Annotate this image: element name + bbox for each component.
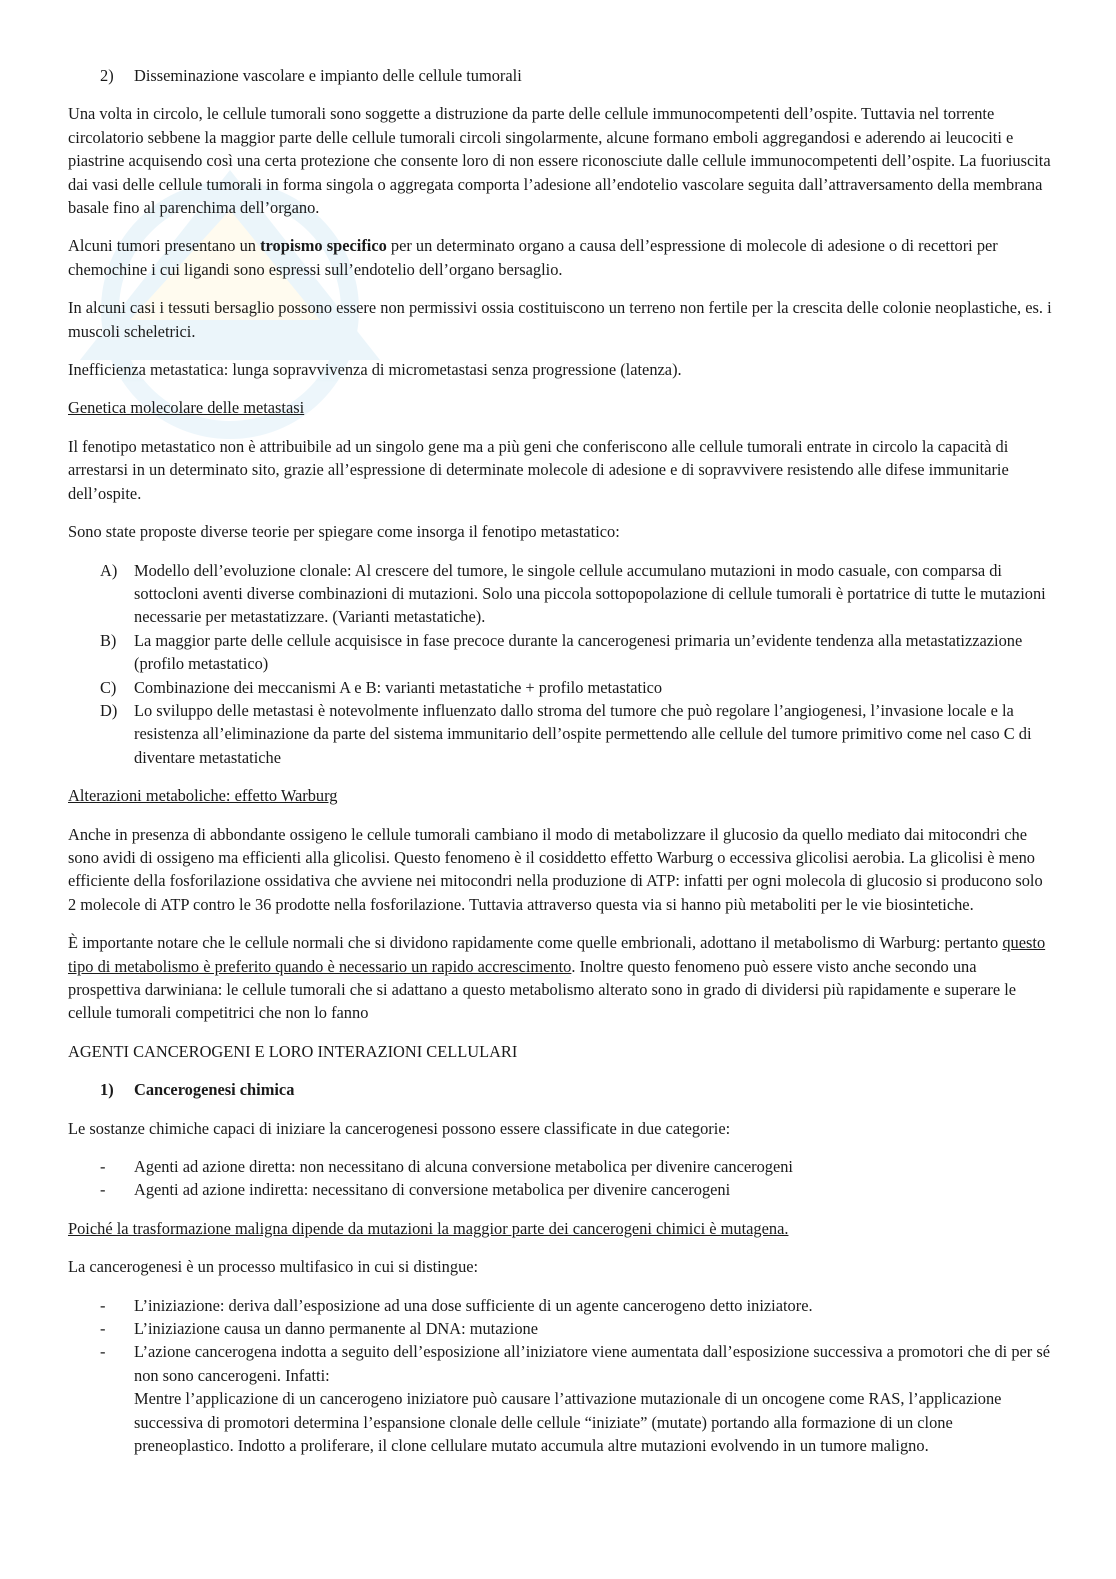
list-marker: - — [100, 1157, 106, 1177]
paragraph-warburg: Anche in presenza di abbondante ossigeno le cellule tumorali cambiano il modo di metabolizzare il glucosio da quello mediato dai mitocondri che sono avidi di ossigeno ma efficienti alla glicolisi. Questo fenomeno è il cosiddetto effetto Warburg o eccessiva glicolisi aerobia. La glicolisi è meno efficiente della fosforilazione ossidativa che avviene nei mitocondri nella produzione di ATP: infatti per ogni molecola di glucosio si producono solo 2 molecole di ATP contro le 36 prodotte nella fosforilazione. Tuttavia attraverso questa via si hanno più metaboliti per le vie biosintetiche. — [68, 824, 1043, 914]
section-heading-2 — [68, 64, 1053, 87]
list-item — [68, 559, 1053, 629]
paragraph-circulation: Una volta in circolo, le cellule tumorali sono soggette a distruzione da parte delle cellule immunocompetenti dell’ospite. Tuttavia nel torrente circolatorio sebbene la maggior parte delle cellule tumorali circoli singolarmente, alcune formano emboli aggregandosi e aderendo ai leucociti e piastrine acquisendo così una certa protezione che consente loro di non essere riconosciute dalle cellule immunocompetenti dell’ospite. La fuoriuscita dai vasi delle cellule tumorali in forma singola o aggregata comporta l’adesione all’endotelio vascolare seguita dall’attraversamento della membrana basale fino al parenchima dell’organo. — [68, 104, 1051, 218]
phases-list — [68, 1294, 1053, 1458]
list-marker: C) — [100, 677, 117, 697]
list-text: Agenti ad azione indiretta: necessitano di conversione metabolica per divenire cancerogeni — [134, 1180, 731, 1200]
text-run: Alcuni tumori presentano un — [68, 236, 261, 256]
list-marker: A) — [100, 560, 118, 580]
list-text: L’iniziazione causa un danno permanente al DNA: mutazione — [134, 1319, 539, 1339]
paragraph-mutagenic: Poiché la trasformazione maligna dipende da mutazioni la maggior parte dei cancerogeni chimici è mutagena. — [68, 1218, 789, 1238]
list-text: Modello dell’evoluzione clonale: Al crescere del tumore, le singole cellule accumulano mutazioni in modo casuale, con comparsa di sottocloni aventi diverse combinazioni di mutazioni. Solo una piccola sottopopolazione di cellule tumorali è portatrice di tutte le mutazioni necessarie per metastatizzare. (Varianti metastatiche). — [134, 560, 1046, 627]
bold-term: tropismo specifico — [260, 236, 387, 256]
paragraph-metastatic-phenotype: Il fenotipo metastatico non è attribuibile ad un singolo gene ma a più geni che conferiscono alle cellule tumorali entrate in circolo la capacità di arrestarsi in un determinato sito, grazie all’espressione di determinate molecole di adesione e di sopravvivere resistendo alle difese immunitarie dell’ospite. — [68, 436, 1009, 503]
list-item — [68, 699, 1053, 769]
document-page — [68, 64, 1053, 1473]
underlined-text: questo tipo di metabolismo è preferito quando è necessario un rapido accrescimento — [68, 933, 1046, 976]
paragraph-warburg-normal-cells — [68, 931, 1053, 1025]
list-marker: - — [100, 1319, 106, 1339]
agents-list — [68, 1155, 1053, 1202]
section-title: Disseminazione vascolare e impianto delle cellule tumorali — [134, 66, 522, 85]
list-item — [68, 1155, 1053, 1178]
list-marker: - — [100, 1342, 106, 1362]
list-marker: - — [100, 1180, 106, 1200]
paragraph-target-tissues: In alcuni casi i tessuti bersaglio possono essere non permissivi ossia costituiscono un terreno non fertile per la crescita delle colonie neoplastiche, es. i muscoli scheletrici. — [68, 298, 1052, 341]
heading-warburg: Alterazioni metaboliche: effetto Warburg — [68, 786, 338, 806]
list-item — [68, 1340, 1053, 1457]
list-text: Lo sviluppo delle metastasi è notevolmente influenzato dallo stroma del tumore che può regolare l’angiogenesi, l’invasione locale e la resistenza all’eliminazione da parte del sistema immunitario dell’ospite permettendo alle cellule del tumore primitivo come nel caso C di diventare metastatiche — [134, 700, 1032, 767]
list-item — [68, 1294, 1053, 1317]
text-run: per un determinato organo a causa dell’espressione di molecole di adesione o di recettori per chemochine i cui ligandi sono espressi sull’endotelio dell’organo bersaglio. — [68, 236, 998, 279]
section-number: 1) — [100, 1080, 114, 1100]
section-heading-1 — [68, 1078, 1053, 1101]
text-run: È importante notare che le cellule normali che si dividono rapidamente come quelle embrionali, adottano il metabolismo di Warburg: pertanto — [68, 933, 1003, 953]
list-item — [68, 1317, 1053, 1340]
list-item — [68, 629, 1053, 676]
list-text: Combinazione dei meccanismi A e B: varianti metastatiche + profilo metastatico — [134, 677, 663, 697]
heading-molecular-genetics: Genetica molecolare delle metastasi — [68, 398, 305, 418]
list-marker: D) — [100, 700, 118, 720]
heading-carcinogenic-agents: AGENTI CANCEROGENI E LORO INTERAZIONI CELLULARI — [68, 1041, 518, 1061]
list-text: Agenti ad azione diretta: non necessitano di alcuna conversione metabolica per divenire cancerogeni — [134, 1157, 793, 1177]
paragraph-theories-intro: Sono state proposte diverse teorie per spiegare come insorga il fenotipo metastatico: — [68, 522, 620, 542]
theories-list — [68, 559, 1053, 770]
list-text: L’iniziazione: deriva dall’esposizione ad una dose sufficiente di un agente cancerogeno detto iniziatore. — [134, 1295, 813, 1315]
section-title: Cancerogenesi chimica — [134, 1080, 295, 1100]
text-run: . Inoltre questo fenomeno può essere visto anche secondo una prospettiva darwiniana: le cellule tumorali che si adattano a questo metabolismo alterato sono in grado di dividersi più rapidamente e superare le cellule tumorali competitrici che non lo fanno — [68, 956, 1017, 1023]
paragraph-chemical-intro: Le sostanze chimiche capaci di iniziare la cancerogenesi possono essere classificate in due categorie: — [68, 1118, 731, 1138]
list-marker: B) — [100, 630, 117, 650]
list-text — [134, 1340, 1053, 1457]
list-marker: - — [100, 1295, 106, 1315]
section-number: 2) — [100, 66, 114, 85]
paragraph-tropism — [68, 234, 1053, 281]
paragraph-inefficiency: Inefficienza metastatica: lunga sopravvivenza di micrometastasi senza progressione (latenza). — [68, 360, 682, 380]
list-text: La maggior parte delle cellule acquisisce in fase precoce durante la cancerogenesi primaria un’evidente tendenza alla metastatizzazione (profilo metastatico) — [134, 630, 1023, 674]
list-text-continuation: Mentre l’applicazione di un cancerogeno iniziatore può causare l’attivazione mutazionale di un oncogene come RAS, l’applicazione successiva di promotori determina l’espansione clonale delle cellule “iniziate” (mutate) portando alla formazione di un clone preneoplastico. Indotto a proliferare, il clone cellulare mutato accumula altre mutazioni evolvendo in un tumore maligno. — [134, 1389, 1002, 1456]
list-item — [68, 676, 1053, 699]
list-item — [68, 1178, 1053, 1201]
list-text-main: L’azione cancerogena indotta a seguito dell’esposizione all’iniziatore viene aumentata dall’esposizione successiva a promotori che di per sé non sono cancerogeni. Infatti: — [134, 1342, 1051, 1385]
paragraph-multiphase: La cancerogenesi è un processo multifasico in cui si distingue: — [68, 1257, 479, 1277]
